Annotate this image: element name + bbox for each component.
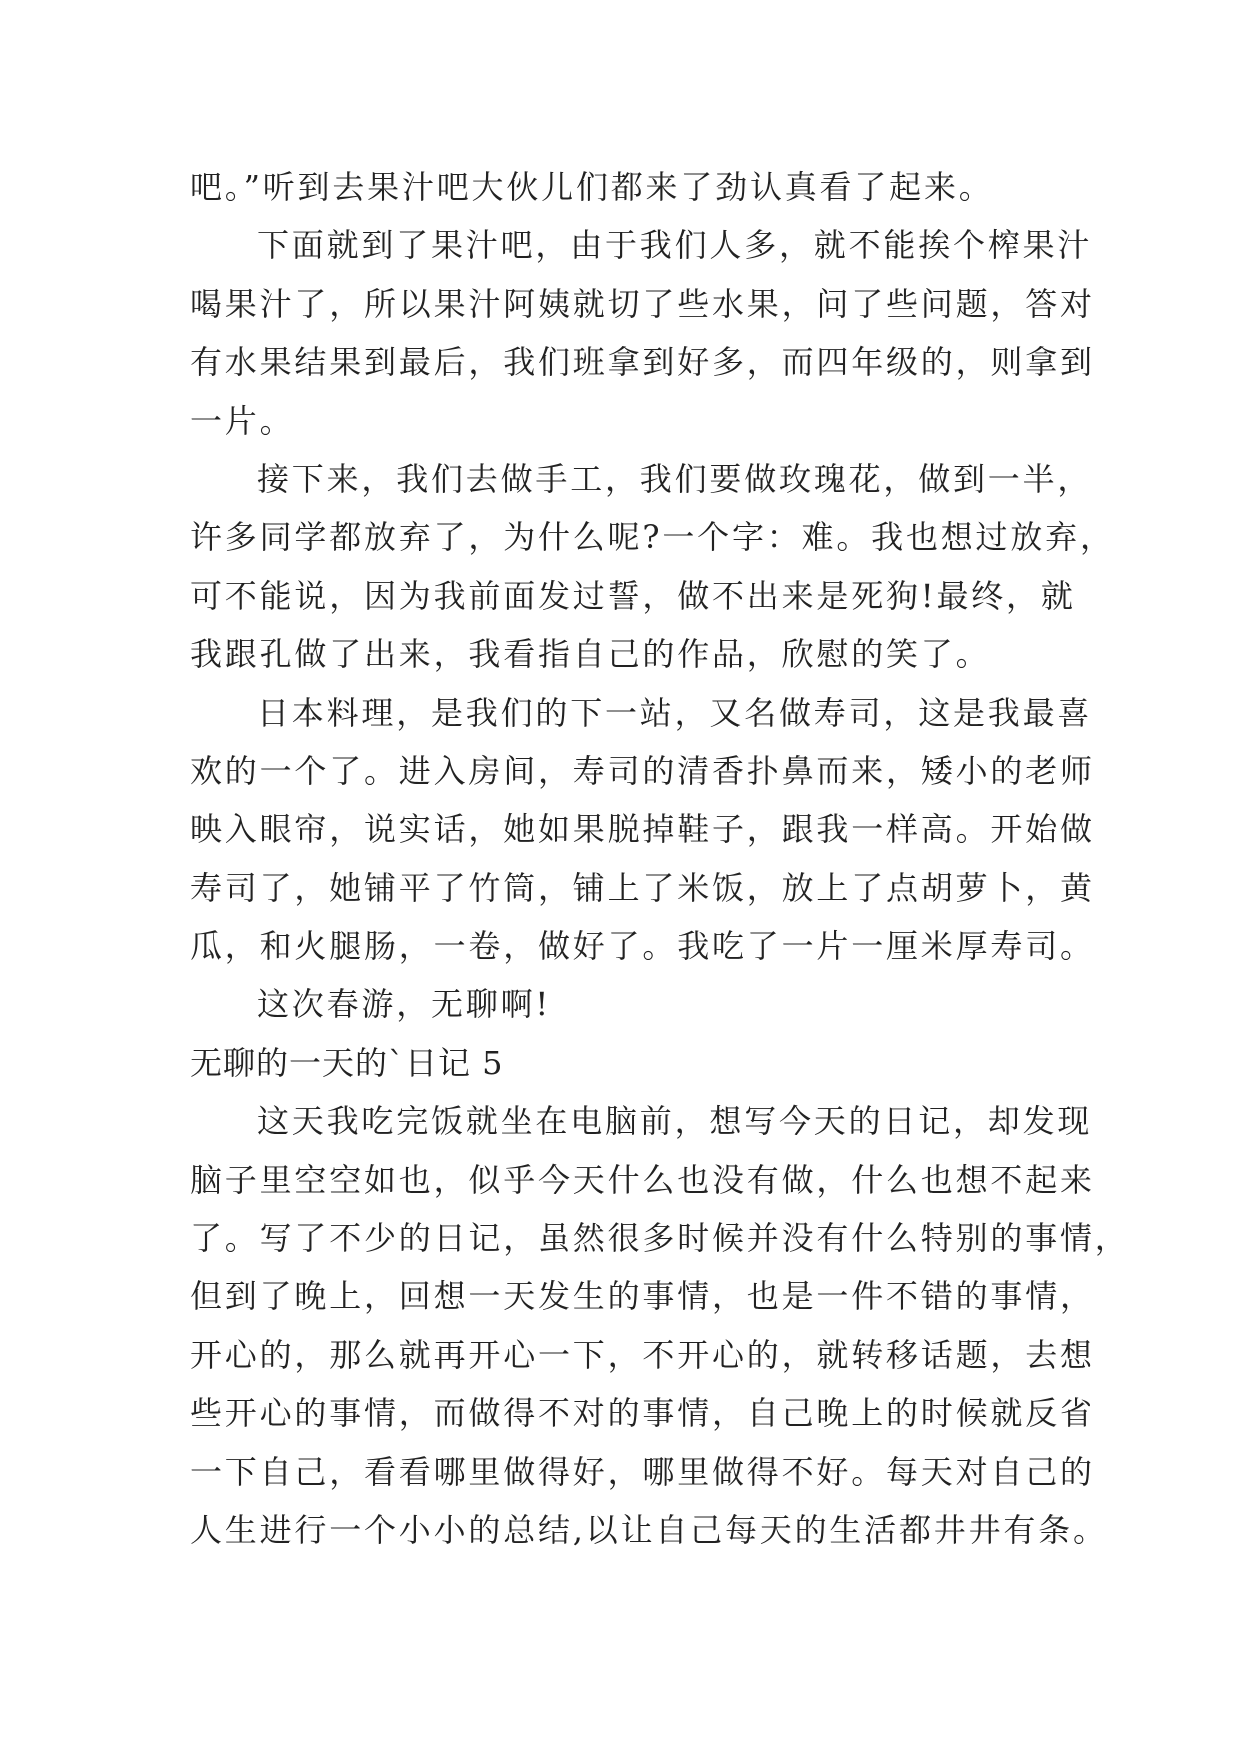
text-line-13: 寿司了，她铺平了竹筒，铺上了米饭，放上了点胡萝卜，黄 — [190, 868, 1095, 907]
text-line-5: 一片。 — [190, 401, 295, 440]
text-line-15: 这次春游，无聊啊! — [257, 985, 552, 1024]
text-line-17: 这天我吃完饭就坐在电脑前，想写今天的日记，却发现 — [257, 1102, 1093, 1141]
text-line-4: 有水果结果到最后，我们班拿到好多，而四年级的，则拿到 — [190, 343, 1095, 382]
text-line-7: 许多同学都放弃了，为什么呢?一个字：难。我也想过放弃， — [190, 518, 1115, 557]
text-line-18: 脑子里空空如也，似乎今天什么也没有做，什么也想不起来 — [190, 1160, 1095, 1199]
text-line-23: 一下自己，看看哪里做得好，哪里做得不好。每天对自己的 — [190, 1452, 1095, 1491]
text-line-14: 瓜，和火腿肠，一卷，做好了。我吃了一片一厘米厚寿司。 — [190, 927, 1095, 966]
text-line-6: 接下来，我们去做手工，我们要做玫瑰花，做到一半， — [257, 459, 1093, 498]
section-heading: 无聊的一天的`日记 5 — [190, 1043, 504, 1082]
text-line-2: 下面就到了果汁吧，由于我们人多，就不能挨个榨果汁 — [257, 226, 1093, 265]
text-line-11: 欢的一个了。进入房间，寿司的清香扑鼻而来，矮小的老师 — [190, 751, 1095, 790]
text-line-19: 了。写了不少的日记，虽然很多时候并没有什么特别的事情， — [190, 1219, 1130, 1258]
text-line-9: 我跟孔做了出来，我看指自己的作品，欣慰的笑了。 — [190, 635, 991, 674]
text-line-10: 日本料理，是我们的下一站，又名做寿司，这是我最喜 — [257, 693, 1093, 732]
text-line-20: 但到了晚上，回想一天发生的事情，也是一件不错的事情， — [190, 1277, 1095, 1316]
text-line-1: 吧。”听到去果汁吧大伙儿们都来了劲认真看了起来。 — [190, 168, 994, 206]
text-line-24: 人生进行一个小小的总结,以让自己每天的生活都井井有条。 — [190, 1510, 1108, 1549]
text-line-8: 可不能说，因为我前面发过誓，做不出来是死狗!最终，就 — [190, 576, 1076, 615]
text-line-12: 映入眼帘，说实话，她如果脱掉鞋子，跟我一样高。开始做 — [190, 810, 1095, 849]
text-line-3: 喝果汁了，所以果汁阿姨就切了些水果，问了些问题，答对 — [190, 284, 1095, 323]
text-line-22: 些开心的事情，而做得不对的事情，自己晚上的时候就反省 — [190, 1394, 1095, 1433]
document-body — [190, 158, 1130, 1559]
text-line-21: 开心的，那么就再开心一下，不开心的，就转移话题，去想 — [190, 1335, 1095, 1374]
